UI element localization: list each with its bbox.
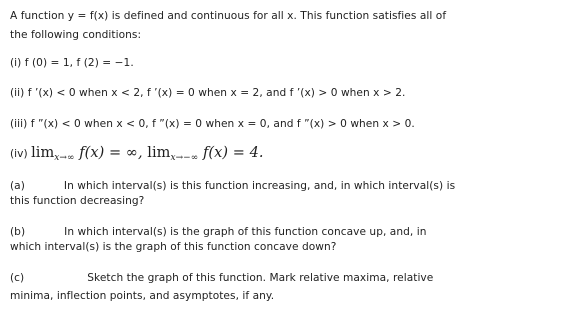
limit-1-expression: f(x) = ∞,	[79, 145, 143, 161]
question-a-text-1: In which interval(s) is this function increasing, and, in which interval(s) is	[63, 180, 456, 192]
condition-i-text: f (0) = 1, f (2) = −1.	[24, 57, 134, 69]
question-b-label: (b)	[10, 226, 26, 238]
condition-iv-label: (iv)	[10, 148, 28, 160]
limit-2-subscript: x→−∞	[170, 153, 199, 163]
question-b-text-1: In which interval(s) is the graph of this function concave up, and, in	[64, 226, 427, 238]
intro-line-1: A function y = f(x) is defined and continuous for all x. This function satisfies all of	[10, 10, 447, 22]
condition-iii	[10, 118, 415, 131]
limit-2-expression: f(x) = 4.	[203, 145, 264, 161]
question-a-label: (a)	[10, 180, 25, 192]
question-c-line-1	[10, 272, 433, 285]
condition-iv-limits	[31, 145, 263, 161]
condition-iv	[10, 143, 264, 168]
limit-1-operator: lim	[31, 145, 55, 161]
question-a-line-1	[10, 180, 455, 193]
condition-ii	[10, 87, 405, 100]
condition-i	[10, 57, 134, 70]
question-b-line-1	[10, 226, 426, 239]
condition-iii-label: (iii)	[10, 118, 28, 130]
question-c-line-2: minima, inflection points, and asymptotes, if any.	[10, 290, 275, 302]
question-c-text-1: Sketch the graph of this function. Mark relative maxima, relative	[87, 272, 434, 284]
question-a-line-2: this function decreasing?	[10, 195, 145, 207]
limit-1-subscript: x→∞	[54, 153, 75, 163]
limit-2-operator: lim	[147, 145, 171, 161]
condition-ii-label: (ii)	[10, 87, 25, 99]
intro-line-2: the following conditions:	[10, 29, 142, 41]
question-c-label: (c)	[10, 272, 25, 284]
condition-iii-text: f ”(x) < 0 when x < 0, f ”(x) = 0 when x = 0, and f ”(x) > 0 when x > 0.	[30, 118, 415, 130]
condition-ii-text: f ’(x) < 0 when x < 2, f ’(x) = 0 when x = 2, and f ’(x) > 0 when x > 2.	[27, 87, 406, 99]
question-b-line-2: which interval(s) is the graph of this function concave down?	[10, 241, 337, 253]
condition-i-label: (i)	[10, 57, 22, 69]
